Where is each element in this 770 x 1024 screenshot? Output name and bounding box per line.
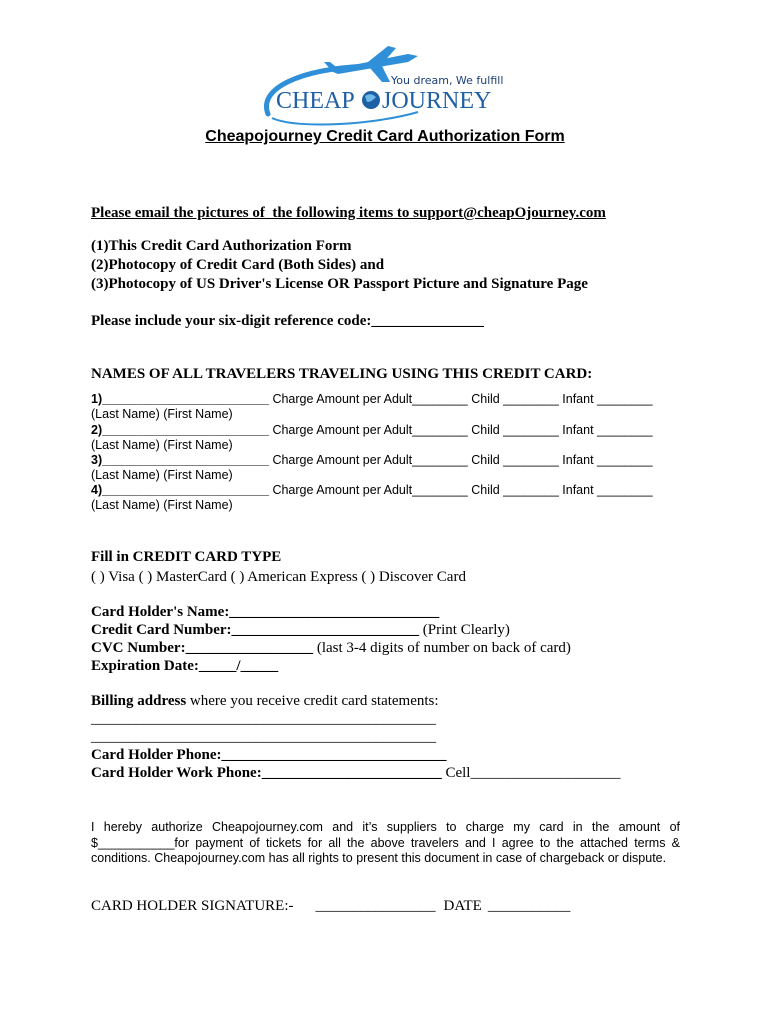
instruction-item-1: (1)This Credit Card Authorization Form <box>91 238 352 254</box>
instruction-item-2: (2)Photocopy of Credit Card (Both Sides) and <box>91 257 385 273</box>
cheapojourney-logo <box>258 44 508 128</box>
card-number-note: (Print Clearly) <box>419 622 510 638</box>
traveler-row <box>91 453 653 467</box>
instruction-item-3: (3)Photocopy of US Driver's License OR Passport Picture and Signature Page <box>91 276 588 292</box>
billing-address-line-2[interactable]: ______________________________________________ <box>91 729 436 745</box>
logo-graphic <box>258 44 508 128</box>
traveler-name-field[interactable]: ________________________ <box>102 392 269 406</box>
authorization-statement: I hereby authorize Cheapojourney.com and it’s suppliers to charge my card in the amount of $___________for payment of tickets for all the above travelers and I agree to the attached terms & conditions. Cheapojourney.com has all rights to present this document in case of chargeback or dispute. <box>91 820 680 865</box>
billing-label-rest: where you receive credit card statements: <box>186 693 439 709</box>
card-type-options[interactable]: ( ) Visa ( ) MasterCard ( ) American Express ( ) Discover Card <box>91 569 466 585</box>
billing-label-bold: Billing address <box>91 693 187 709</box>
traveler-number: 4) <box>91 483 103 497</box>
traveler-name-caption: (Last Name) (First Name) <box>91 468 233 482</box>
traveler-row <box>91 392 653 406</box>
email-instruction: Please email the pictures of the following items to support@cheapOjourney.com <box>91 205 606 221</box>
traveler-charges[interactable]: Charge Amount per Adult________ Child ________ Infant ________ <box>268 392 653 406</box>
card-type-heading: Fill in CREDIT CARD TYPE <box>91 549 282 565</box>
date-field[interactable]: ___________ <box>487 898 571 914</box>
cvc-note: (last 3-4 digits of number on back of card) <box>313 640 571 656</box>
card-holder-phone-field[interactable]: Card Holder Phone:______________________________ <box>91 747 447 763</box>
card-number-line <box>91 622 510 639</box>
traveler-number: 3) <box>91 453 103 467</box>
logo-tagline: You dream, We fulfill <box>391 74 504 87</box>
date-label: DATE <box>443 898 482 914</box>
signature-label: CARD HOLDER SIGNATURE:- <box>91 898 294 914</box>
traveler-charges[interactable]: Charge Amount per Adult________ Child ________ Infant ________ <box>268 453 653 467</box>
card-number-field[interactable]: Credit Card Number:_________________________ <box>91 622 420 638</box>
traveler-number: 1) <box>91 392 103 406</box>
signature-line <box>91 898 570 915</box>
traveler-name-caption: (Last Name) (First Name) <box>91 438 233 452</box>
work-phone-field[interactable]: Card Holder Work Phone:________________________ <box>91 765 442 781</box>
travelers-heading: NAMES OF ALL TRAVELERS TRAVELING USING THIS CREDIT CARD: <box>91 366 593 382</box>
traveler-name-caption: (Last Name) (First Name) <box>91 407 233 421</box>
traveler-name-field[interactable]: ________________________ <box>102 453 269 467</box>
signature-field[interactable]: ________________ <box>315 898 436 914</box>
globe-icon <box>362 91 380 109</box>
logo-brand-left: CHEAP <box>276 88 355 114</box>
traveler-name-field[interactable]: ________________________ <box>102 423 269 437</box>
logo-brand-right: JOURNEY <box>382 88 492 114</box>
expiration-date-field[interactable]: Expiration Date:_____/_____ <box>91 658 279 674</box>
card-holder-name-field[interactable]: Card Holder's Name:____________________________ <box>91 604 440 620</box>
work-phone-line <box>91 765 620 782</box>
traveler-name-caption: (Last Name) (First Name) <box>91 498 233 512</box>
billing-address-label <box>91 693 439 710</box>
cvc-field[interactable]: CVC Number:_________________ <box>91 640 314 656</box>
traveler-charges[interactable]: Charge Amount per Adult________ Child ________ Infant ________ <box>268 483 653 497</box>
cell-field[interactable]: Cell____________________ <box>441 765 621 781</box>
traveler-row <box>91 423 653 437</box>
reference-code-field[interactable]: Please include your six-digit reference code:_______________ <box>91 313 484 329</box>
traveler-row <box>91 483 653 497</box>
form-title: Cheapojourney Credit Card Authorization Form <box>205 128 565 145</box>
cvc-line <box>91 640 571 657</box>
billing-address-line-1[interactable]: ______________________________________________ <box>91 711 436 727</box>
traveler-charges[interactable]: Charge Amount per Adult________ Child ________ Infant ________ <box>268 423 653 437</box>
traveler-name-field[interactable]: ________________________ <box>102 483 269 497</box>
traveler-number: 2) <box>91 423 103 437</box>
